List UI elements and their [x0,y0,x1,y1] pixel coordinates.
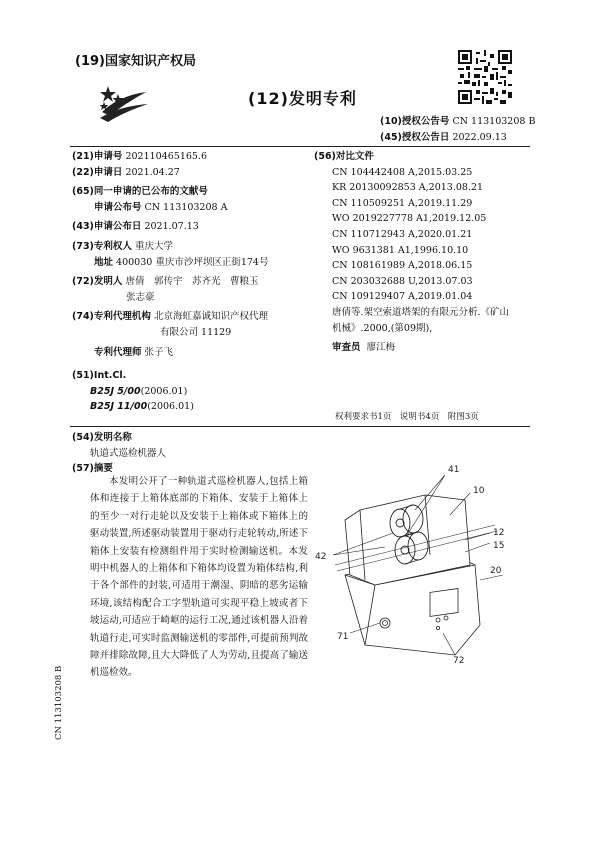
agency-label: (74)专利代理机构 [72,311,151,323]
fig-label-71: 71 [337,632,349,642]
publication-info [380,114,535,146]
app-number-label: (21)申请号 [72,151,123,162]
reference-item: CN 110509251 A,2019.11.29 [332,197,473,209]
reference-item: WO 9631381 A1,1996.10.10 [332,244,469,256]
agent: 张子飞 [144,346,174,358]
examiner: 廖江梅 [366,342,396,354]
grant-date: 2022.09.13 [452,132,507,143]
abstract-text: 本发明公开了一种轨道式巡检机器人,包括上箱体和连接于上箱体底部的下箱体、安装于上箱体上的至少一对行走轮以及安装于上箱体或下箱体上的驱动装置,所述驱动装置用于驱动行走轮转动,所述下箱体上安装有检测组件用于实时检测输送机。本发明中机器人的上箱体和下箱体均设置为箱体结构,利于各个部件的封装,可适用于潮湿、阴暗的恶劣运输环境,该结构配合工字型轨道可实现平稳上坡或者下坡运动,可适应于崎岖的运行工况,通过该机器人沿着轨道行走,可实时监测输送机的零部件,可提前预判故障并排除故障,且大大降低了人为劳动,且提高了输送机巡检效。 [90,476,308,679]
document-type: (12)发明专利 [248,89,357,108]
fig-label-42: 42 [315,552,327,562]
header-rule [70,146,530,147]
robot-figure [305,455,505,665]
reference-item: KR 20130092853 A,2013.08.21 [332,182,484,194]
invention-title: 轨道式巡检机器人 [90,447,167,459]
intcl-label: (51)Int.Cl. [72,370,127,382]
fig-label-41: 41 [448,465,460,475]
app-date: 2021.04.27 [125,166,180,178]
reference-item: CN 104442408 A,2015.03.25 [332,166,473,178]
biblio-left-column [72,149,320,415]
inventors-line2: 张志豪 [126,291,155,303]
fig-label-20: 20 [490,566,502,576]
examiner-label: 审查员 [332,342,361,354]
qr-code-icon [458,50,512,104]
intcl-1-year: (2006.01) [140,385,188,397]
intcl-2-code: B25J 11/00 [90,401,148,413]
intcl-2-year: (2006.01) [147,401,194,413]
grant-number: CN 113103208 B [452,116,536,127]
agency-line1: 北京海虹嘉诚知识产权代理 [153,311,268,323]
side-patent-code: CN 113103208 B [54,665,64,740]
pub-date-label: (43)申请公布日 [72,221,142,233]
owner: 重庆大学 [134,240,173,252]
inventors-line1: 唐倩 郭传宇 苏齐光 曹粮玉 [125,276,259,288]
owner-label: (73)专利权人 [72,240,132,252]
cnipa-emblem-icon [98,82,150,124]
fig-label-72: 72 [453,656,465,665]
intcl-1-code: B25J 5/00 [90,385,141,397]
fig-label-10: 10 [473,486,485,496]
inventor-label: (72)发明人 [72,276,123,288]
prior-pub-label: (65)同一申请的已公布的文献号 [72,186,208,198]
agent-label: 专利代理师 [94,346,142,358]
abstract-label: (57)摘要 [72,463,113,475]
literature-ref-line2: 机械》.2000,(第09期), [332,322,433,334]
grant-number-label: (10)授权公告号 [380,116,450,127]
reference-list [314,165,534,356]
fig-label-12: 12 [493,528,505,538]
address-label: 地址 [94,256,114,268]
reference-item: WO 2019227778 A1,2019.12.05 [332,213,487,225]
agency-line2: 有限公司 11129 [160,326,232,338]
title-label: (54)发明名称 [72,432,132,443]
app-number: 202110465165.6 [125,151,208,162]
reference-item: CN 108161989 A,2018.06.15 [332,260,473,272]
reference-item: CN 109129407 A,2019.01.04 [332,291,473,303]
page-counts: 权利要求书1页 说明书4页 附图3页 [335,412,479,422]
pub-number-label: 申请公布号 [94,201,142,213]
pub-number: CN 113103208 A [144,201,228,213]
references-label: (56)对比文件 [314,151,374,162]
pub-date: 2021.07.13 [144,221,199,233]
reference-item: CN 110712943 A,2020.01.21 [332,228,473,240]
references-column [314,149,534,356]
title-block [72,430,166,477]
office-name: (19)国家知识产权局 [75,54,196,69]
grant-date-label: (45)授权公告日 [380,132,450,143]
biblio-rule [70,426,530,427]
app-date-label: (22)申请日 [72,166,123,178]
address: 400030 重庆市沙坪坝区正街174号 [116,256,269,268]
fig-label-15: 15 [493,541,505,551]
literature-ref-line1: 唐倩等.架空索道塔架的有限元分析.《矿山 [332,306,510,318]
reference-item: CN 203032688 U,2013.07.03 [332,275,473,287]
